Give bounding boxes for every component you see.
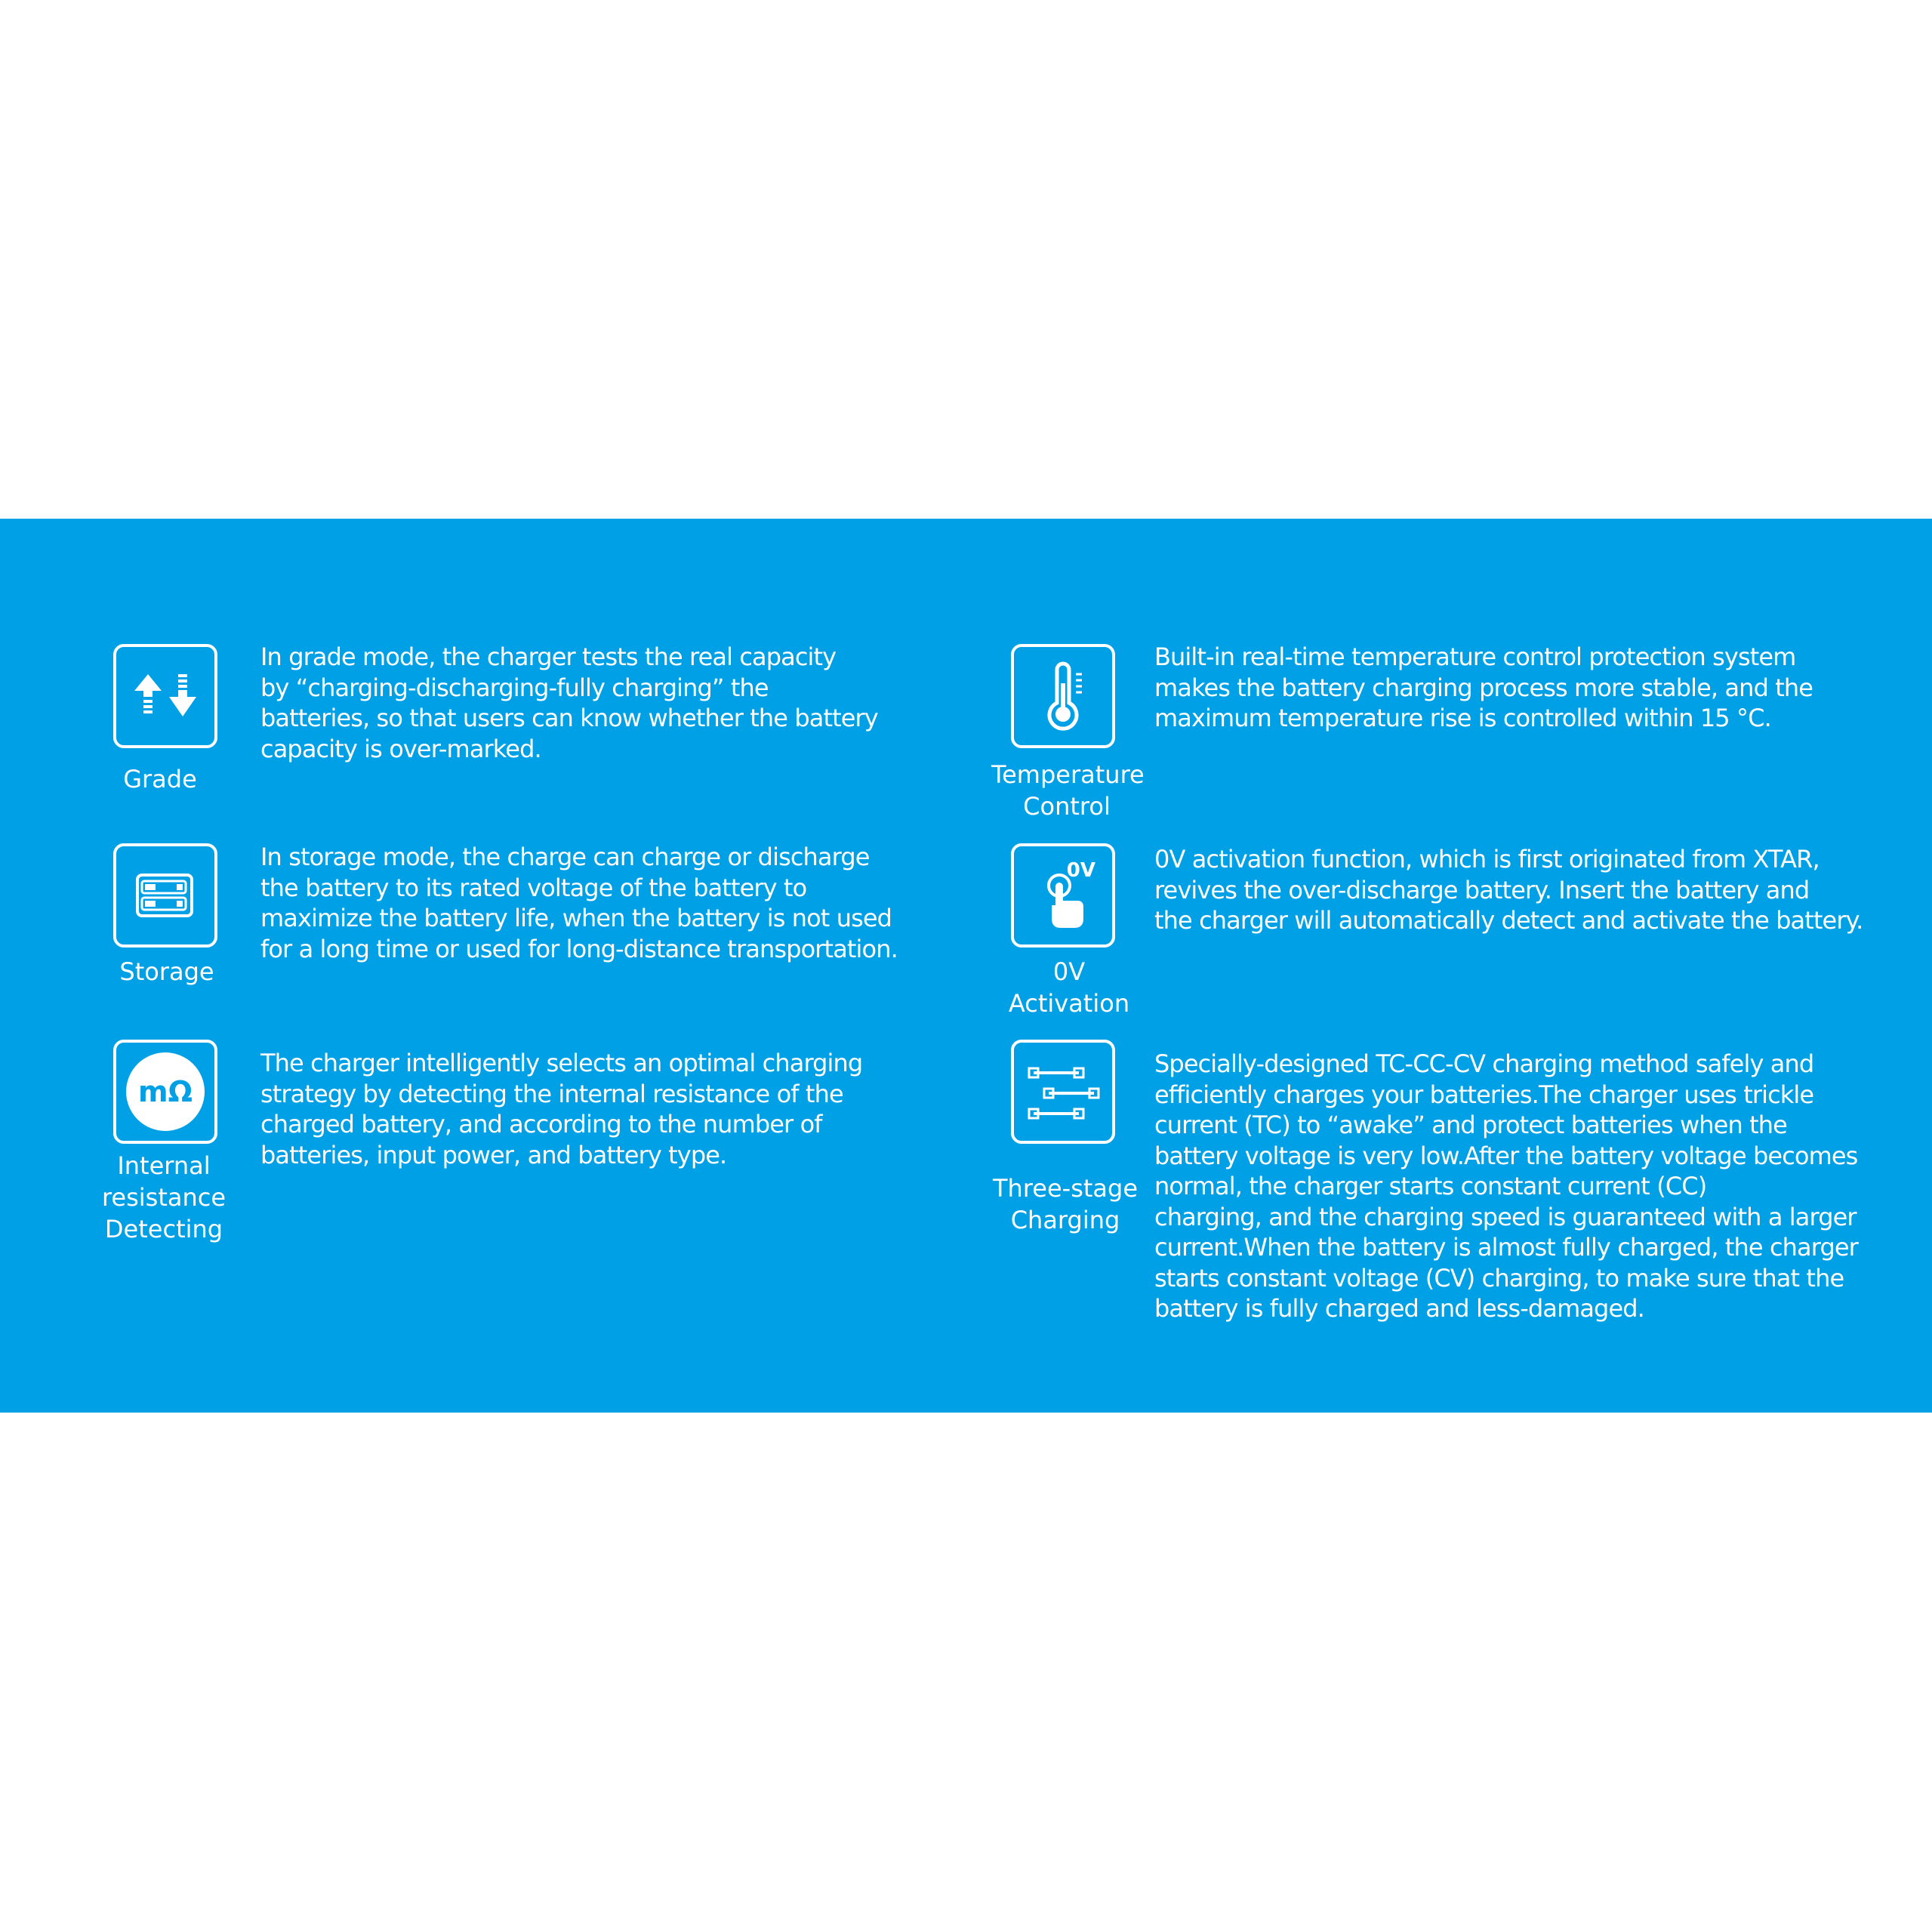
grade-description: In grade mode, the charger tests the real capacity by “charging-discharging-fully charging” the batteries, so that users can know whether the battery capacity is over-marked. — [260, 642, 878, 763]
activation-description: 0V activation function, which is first originated from XTAR, revives the over-discharge battery. Insert the battery and the charger will automatically detect and activate the battery. — [1154, 845, 1863, 935]
grade-label: Grade — [123, 765, 197, 793]
storage-label: Storage — [119, 957, 214, 986]
up-down-arrows-icon — [113, 644, 217, 748]
milliohm-icon-text: mΩ — [138, 1075, 193, 1108]
internal-resistance-label: Internal resistance Detecting — [101, 1151, 226, 1243]
storage-description: In storage mode, the charge can charge or discharge the battery to its rated voltage of the battery to maximize the battery life, when the battery is not used for a long time or used for long-distance transportation. — [260, 843, 898, 963]
battery-storage-icon — [113, 843, 217, 948]
three-stage-sliders-icon — [1011, 1040, 1115, 1144]
activation-label: 0V Activation — [1008, 957, 1130, 1018]
touch-0v-icon — [1011, 843, 1115, 948]
three-stage-description: Specially-designed TC-CC-CV charging method safely and efficiently charges your batteries.The charger uses trickle current (TC) to “awake” and protect batteries when the battery voltage is very low.After the battery voltage becomes normal, the charger starts constant current (CC) charging, and the charging speed is guaranteed with a larger current.When the battery is almost fully charged, the charger starts constant voltage (CV) charging, to make sure that the battery is fully charged and less-damaged. — [1154, 1049, 1858, 1323]
features-banner — [0, 519, 1932, 1413]
temperature-description: Built-in real-time temperature control protection system makes the battery charging process more stable, and the maximum temperature rise is controlled within 15 °C. — [1154, 642, 1813, 732]
thermometer-icon — [1011, 644, 1115, 748]
milliohm-icon — [113, 1040, 217, 1144]
three-stage-label: Three-stage Charging — [992, 1174, 1139, 1234]
internal-resistance-description: The charger intelligently selects an optimal charging strategy by detecting the internal resistance of the charged battery, and according to the number of batteries, input power, and battery type. — [260, 1049, 863, 1169]
temperature-label: Temperature Control — [991, 760, 1145, 821]
zero-volt-icon-text: 0V — [1066, 859, 1095, 882]
